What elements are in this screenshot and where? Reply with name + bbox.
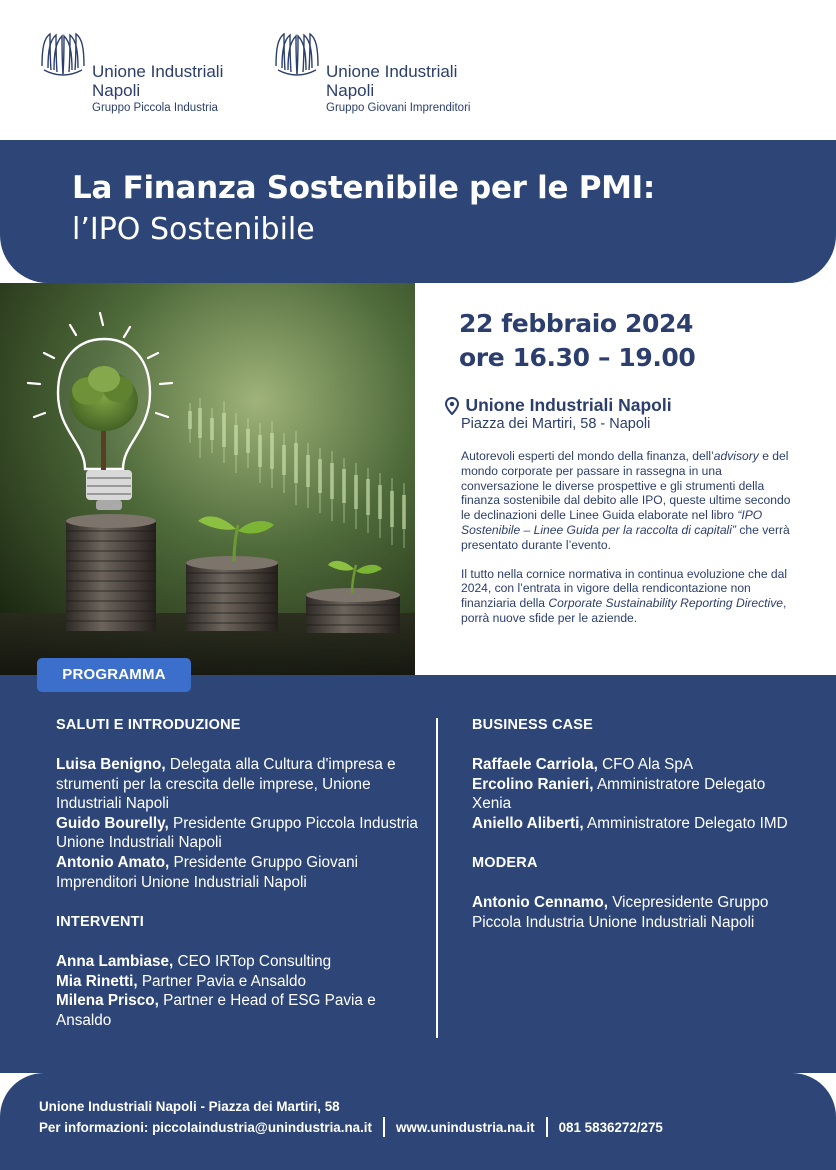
- speaker-role: Vicepresidente Gruppo Piccola Industria Unione Industriali Napoli: [472, 894, 769, 931]
- event-time: ore 16.30 – 19.00: [459, 343, 696, 372]
- speaker-role: Partner Pavia e Ansaldo: [137, 972, 306, 990]
- union-emblem-icon: [272, 30, 322, 80]
- description-paragraph-2: Il tutto nella cornice normativa in continua evoluzione che dal 2024, con l’entrata in vigore della rendicontazione non finanziaria della Corporate Sustainability Reporting Directive, porrà nuove sfide per le aziende.: [461, 566, 788, 625]
- speaker-name: Raffaele Carriola,: [472, 756, 598, 773]
- logo-name-line1: Unione Industriali: [326, 62, 458, 81]
- footer-email[interactable]: Per informazioni: piccolaindustria@unindustria.na.it: [39, 1119, 372, 1135]
- speaker-name: Mia Rinetti,: [56, 972, 138, 990]
- footer: [0, 1073, 836, 1170]
- programme-badge: PROGRAMMA: [37, 658, 191, 692]
- event-description: [461, 449, 791, 626]
- lightbulb-coins-photo: [0, 283, 415, 675]
- footer-separator: [383, 1117, 385, 1137]
- section-heading: MODERA: [472, 855, 538, 872]
- description-paragraph-1: Autorevoli esperti del mondo della finanza, dell’advisory e del mondo corporate per passare in rassegna in una conversazione le diverse prospettive e gli strumenti della finanza sostenibile dal debito alle IPO, queste ultime secondo le declinazioni delle Linee Guida elaborate nel libro “IPO Sostenibile – Linee Guida per la raccolta di capitali” che verrà presentato durante l’evento.: [461, 449, 791, 552]
- page-title: La Finanza Sostenibile per le PMI:: [72, 170, 655, 206]
- footer-address: Unione Industriali Napoli - Piazza dei Martiri, 58: [39, 1099, 340, 1114]
- speaker-role: Delegata alla Cultura d'impresa e strumenti per la crescita delle imprese, Unione Industriali Napoli: [56, 756, 396, 813]
- speaker-list: [472, 893, 792, 932]
- footer-separator: [546, 1117, 548, 1137]
- speaker-role: Amministratore Delegato Xenia: [472, 775, 766, 813]
- column-divider: [436, 718, 438, 1038]
- speaker-role: CFO Ala SpA: [597, 756, 694, 773]
- speaker-name: Milena Prisco,: [56, 992, 159, 1010]
- speaker-name: Antonio Amato,: [56, 853, 170, 871]
- section-heading: INTERVENTI: [56, 914, 144, 931]
- footer-website-link[interactable]: www.unindustria.na.it: [395, 1119, 535, 1135]
- title-band: [0, 140, 836, 283]
- footer-contacts: [39, 1117, 663, 1137]
- footer-phone[interactable]: 081 5836272/275: [558, 1119, 663, 1135]
- speaker-role: Partner e Head of ESG Pavia e Ansaldo: [56, 992, 376, 1029]
- logo-name-line2: Napoli: [326, 81, 375, 100]
- speaker-list: [56, 755, 426, 892]
- logo-name-line2: Napoli: [92, 81, 141, 100]
- speaker-role: Presidente Gruppo Giovani Imprenditori Unione Industriali Napoli: [56, 853, 359, 891]
- venue-address: Piazza dei Martiri, 58 - Napoli: [461, 416, 651, 432]
- speaker-name: Antonio Cennamo,: [472, 894, 608, 912]
- logo-subtitle: Gruppo Piccola Industria: [92, 102, 218, 114]
- logo-subtitle: Gruppo Giovani Imprenditori: [326, 102, 471, 114]
- section-heading: BUSINESS CASE: [472, 717, 594, 733]
- page-subtitle: l’IPO Sostenibile: [72, 212, 315, 247]
- speaker-name: Luisa Benigno,: [56, 756, 166, 773]
- section-heading: SALUTI E INTRODUZIONE: [56, 717, 241, 733]
- speaker-role: CEO IRTop Consulting: [173, 953, 332, 971]
- programme-left-column: [56, 717, 426, 1053]
- speaker-name: Anna Lambiase,: [56, 953, 174, 971]
- speaker-name: Aniello Aliberti,: [472, 814, 584, 832]
- speaker-name: Guido Bourelly,: [56, 814, 169, 832]
- event-date: 22 febbraio 2024: [459, 309, 693, 338]
- speaker-list: [472, 755, 792, 833]
- map-pin-icon: [445, 397, 459, 415]
- speaker-role: Presidente Gruppo Piccola Industria Unione Industriali Napoli: [56, 814, 418, 852]
- event-venue: [445, 395, 672, 416]
- logo-header: [0, 0, 836, 140]
- venue-name: Unione Industriali Napoli: [465, 395, 672, 415]
- speaker-name: Ercolino Ranieri,: [472, 775, 594, 793]
- logo-name-line1: Unione Industriali: [92, 62, 224, 81]
- event-info: [415, 283, 836, 675]
- programme-section: [0, 666, 836, 1073]
- programme-right-column: [472, 717, 792, 955]
- speaker-role: Amministratore Delegato IMD: [583, 814, 788, 832]
- speaker-list: [56, 952, 426, 1030]
- union-emblem-icon: [38, 30, 88, 80]
